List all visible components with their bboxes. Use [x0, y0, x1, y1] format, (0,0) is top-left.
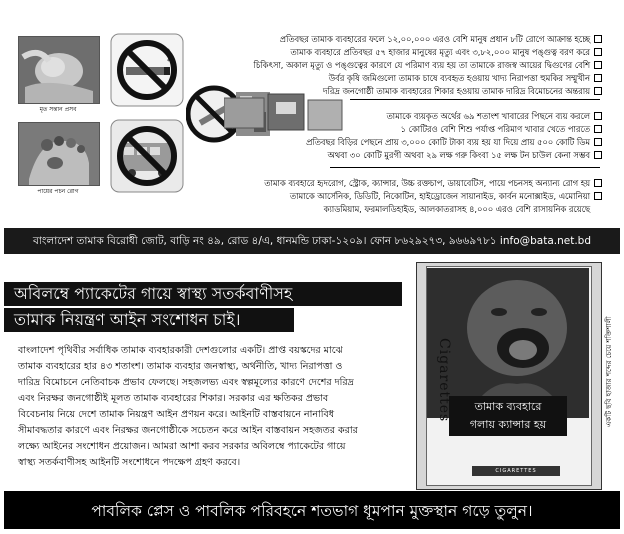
body-line: লক্ষ্যে আইনের সংশোধন প্রয়োজন। আমরা আশা করব সরকার অবিলম্বে প্যাকেটের গায়ে — [18, 441, 346, 452]
divider — [350, 99, 600, 100]
fact-item: ক্যাডমিয়াম, ফরমালডিহাইড, আলকাতরাসহ ৪,০০০ এরও বেশি রাসায়নিক রয়েছে — [323, 204, 590, 214]
checkbox-icon — [594, 87, 602, 95]
headline-line-2: তামাক নিয়ন্ত্রণ আইন সংশোধন চাই। — [4, 308, 294, 332]
foot-image — [19, 123, 99, 185]
address-bar — [4, 228, 620, 254]
body-line: এবং নিরক্ষর জনগোষ্ঠীই মূলত তামাক ব্যবহারের শিকার। সরকার এর ক্ষতিকর প্রভাব — [18, 393, 329, 404]
checkbox-icon — [594, 125, 602, 133]
fact-item: তামাক ব্যবহারে প্রতিবছর ৫৭ হাজার মানুষের মৃত্যু এবং ৩,৮২,০০০ মানুষ পঙ্গুত্ব বরণ করে — [290, 47, 602, 58]
body-line: স্বাস্থ্য সতর্কবাণীসহ আইনটি সংশোধনে পদক্ষেপ গ্রহণ করবে। — [18, 457, 241, 468]
cigarette-packs-image — [224, 92, 344, 136]
pack-brand-vertical: Cigarettes — [436, 338, 452, 423]
fact-item: অথবা ৩০ কোটি মুরগী অথবা ২৯ লক্ষ গরু কিংবা ১৫ লক্ষ টন চাউল কেনা সম্ভব — [328, 150, 602, 161]
headline-line-1: অবিলম্বে প্যাকেটের গায়ে স্বাস্থ্য সতর্কবাণীসহ — [4, 282, 402, 306]
checkbox-icon — [594, 179, 602, 187]
baby-hands-image — [19, 37, 99, 103]
divider — [330, 167, 600, 168]
fact-item: ১ কোটিরও বেশি শিশু পর্যাপ্ত পরিমাণ খাবার খেতে পারতে — [400, 124, 602, 135]
fact-item: তামাকে আর্সেনিক, ডিডিটি, নিকোটিন, হাইড্রোজেন সায়ানাইড, কার্বন মনোক্সাইড, এমোনিয়া — [290, 191, 602, 202]
body-line: সীমাবদ্ধতার কারণে এবং নিরক্ষর জনগোষ্ঠীকে সচেতন করে আইন বাস্তবায়ন সহজতর করার — [18, 425, 358, 436]
footer-slogan: পাবলিক প্লেস ও পাবলিক পরিবহনে শতভাগ ধূমপান মুক্তস্থান গড়ে তুলুন। — [91, 502, 533, 520]
fact-item: দরিদ্র জনগোষ্ঠী তামাক ব্যবহারের শিকার হওয়ায় তামাক দারিদ্র বিমোচনের অন্তরায় — [323, 86, 602, 97]
pack-health-warning — [449, 396, 567, 436]
footer-banner — [4, 491, 620, 529]
body-line: বিবেচনায় নিয়ে দেশে তামাক নিয়ন্ত্রণ আইন প্রণয়ন করে। আইনটি বাস্তবায়নে নানাবিধ — [18, 409, 335, 420]
checkbox-icon — [594, 151, 602, 159]
checkbox-icon — [594, 61, 602, 69]
stillbirth-caption: মৃত সন্তান প্রসব — [39, 106, 77, 113]
foot-gangrene-photo — [18, 122, 100, 186]
checkbox-icon — [594, 48, 602, 56]
fact-item: তামাক ব্যবহারে হৃদরোগ, স্ট্রোক, ক্যান্সার, উচ্চ রক্তচাপ, ডায়াবেটিস, পায়ে পচনসহ অন্যান্য রোগ হয় — [264, 178, 602, 189]
checkbox-icon — [594, 35, 602, 43]
checkbox-icon — [594, 192, 602, 200]
body-line: তামাক ব্যবহারের হার ৪৩ শতাংশ। তামাক ব্যবহার জনস্বাস্থ্য, অর্থনীতি, খাদ্য নিরাপত্তা ও — [18, 361, 343, 372]
body-line: দারিদ্র বিমোচনে নেতিবাচক প্রভাব ফেলছে। সহজলভ্য এবং স্বল্পমূল্যের কারণে দেশের দরিদ্র — [18, 377, 354, 388]
fact-item: চিকিৎসা, অকাল মৃত্যু ও পঙ্গুত্বের কারণে যে পরিমাণ ব্যয় হয় তা তামাকে রাজস্ব আয়ের দ্বিগুণের বেশি — [253, 60, 602, 71]
fact-item: তামাকে ব্যয়কৃত অর্থের ৬৯ শতাংশ খাবারের পিছনে ব্যয় করলে — [386, 111, 602, 122]
side-caption: একটি ছবি হাজার শব্দের চেয়ে শক্তিশালী — [605, 316, 613, 428]
checkbox-icon — [594, 74, 602, 82]
pack-warning-line-1: তামাক ব্যবহারে — [474, 400, 542, 413]
checkbox-icon — [594, 112, 602, 120]
fact-item: প্রতিবছর তামাক ব্যবহারের ফলে ১২,০০,০০০ এরও বেশি মানুষ প্রধান ৮টি রোগে আক্রান্ত হচ্ছে — [280, 34, 602, 45]
organization-address: বাংলাদেশ তামাক বিরোধী জোট, বাড়ি নং ৪৯, রোড ৪/এ, ধানমন্ডি ঢাকা-১২০৯। ফোন ৮৬২৯২৭৩, ৯৬৬৯৭৮১ info@bata.net.bd — [32, 235, 592, 247]
fact-item: উর্বর কৃষি জমিগুলো তামাক চাষে ব্যবহৃত হওয়ায় খাদ্য নিরাপত্তা হুমকির সম্মুখীন — [329, 73, 602, 84]
no-smoking-bus-icon — [110, 119, 184, 193]
fact-item: প্রতিবছর বিড়ির পেছনে প্রায় ৩,০০০ কোটি টাকা ব্যয় হয় যা দিয়ে প্রায় ৫০০ কোটি ডিম — [306, 137, 602, 148]
foot-gangrene-caption: পায়ের পচন রোগ — [37, 188, 79, 195]
body-line: বাংলাদেশ পৃথিবীর সর্বাধিক তামাক ব্যবহারকারী দেশগুলোর একটি। প্রাপ্ত বয়স্কদের মাঝে — [18, 345, 343, 356]
no-smoking-icon — [110, 33, 184, 107]
stillbirth-photo — [18, 36, 100, 104]
checkbox-icon — [594, 138, 602, 146]
pack-warning-line-2: গলায় ক্যান্সার হয় — [469, 418, 547, 431]
pack-brand-label: CIGARETTES — [472, 466, 560, 476]
